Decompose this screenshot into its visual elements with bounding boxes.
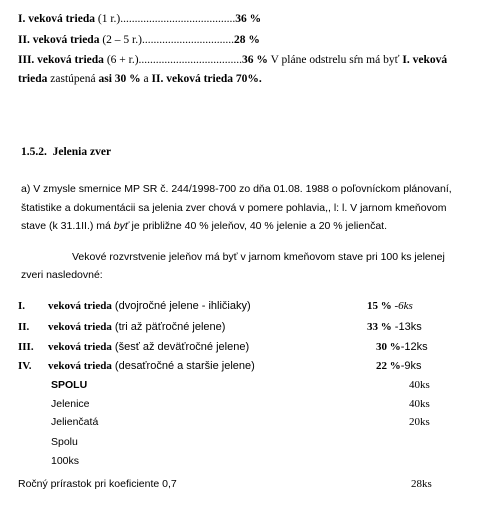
structure-line-2: zveri nasledovné: [21,269,103,281]
deer-class-2-label: veková trieda [48,321,112,333]
roe-plan-30-percent: asi 30 % [98,73,141,85]
roe-class-1-line [18,12,261,26]
deer-class-2-pct: 33 % [367,321,392,333]
increment-label: Ročný prírastok pri koeficiente 0,7 [18,478,177,490]
roe-class-3-line [18,53,447,67]
deer-class-3-text [48,340,249,354]
deer-class-3-desc: (šesť až deväťročné jelene) [111,341,250,353]
summary-total-label: Spolu [51,436,78,448]
roe-class-3-value: 36 % [242,54,268,66]
summary-jeliencata-value: 20ks [409,416,430,428]
deer-class-4-text [48,359,255,373]
roe-class-3-age: (6 + r.) [103,54,139,66]
deer-class-1-count: -6ks [391,300,413,312]
roe-class-2-dots: ................................ [141,34,234,46]
intro-line-3-italic: byť [113,220,129,232]
roe-plan-represented: zastúpená [47,73,99,85]
roe-class-1-age: (1 r.) [94,13,121,25]
section-number: 1.5.2. [21,146,47,158]
deer-class-1-pct: 15 % [367,300,392,312]
structure-line-1: Vekové rozvrstvenie jeleňov má byť v jarnom kmeňovom stave pri 100 ks jelenej [72,251,445,263]
intro-line-1: a) V zmysle smernice MP SR č. 244/1998-700 zo dňa 01.08. 1988 o poľovníckom plánovaní, [21,183,452,195]
deer-class-4-value [376,359,422,373]
roe-plan-line-2 [18,72,262,86]
roe-plan-and: a [140,73,152,85]
section-title: Jelenia zver [52,146,112,158]
intro-line-3-end: je približne 40 % jeleňov, 40 % jelenie a 20 % jelienčat. [128,220,387,232]
deer-class-1-desc: (dvojročné jelene - ihličiaky) [111,300,251,312]
deer-class-3-value [376,340,428,354]
roe-class-1-dots: ........................................ [120,13,236,25]
roe-class-2-value: 28 % [233,34,260,46]
roe-plan-text: V pláne odstrelu sŕn má byť [267,54,403,66]
deer-class-1-value [367,299,413,313]
deer-class-1-roman: I. [18,300,26,312]
deer-class-4-pct: 22 % [376,360,401,372]
deer-class-4-roman: IV. [18,360,32,372]
deer-class-2-text [48,320,225,334]
roe-class-1-value: 36 % [235,13,262,25]
summary-jelenice-value: 40ks [409,398,430,410]
summary-spolu-value: 40ks [409,379,430,391]
deer-class-1-text [48,299,251,313]
deer-class-1-label: veková trieda [48,300,112,312]
deer-class-2-value [367,320,422,334]
deer-class-3-pct: 30 % [376,341,401,353]
intro-line-3-start: stave (k 31.1II.) má [21,220,114,232]
deer-class-4-desc: (desaťročné a staršie jelene) [111,360,255,372]
deer-class-2-desc: (tri až päťročné jelene) [111,321,226,333]
summary-total-value: 100ks [51,455,80,467]
roe-class-3-dots: .................................... [138,54,243,66]
roe-plan-class-1: I. veková [402,54,448,66]
summary-jelenice-label: Jelenice [51,398,90,410]
roe-class-2-age: (2 – 5 r.) [99,34,142,46]
intro-line-3 [21,219,387,233]
roe-class-2-line [18,33,260,47]
intro-line-2: štatistike a dokumentácii sa jelenia zver chová v pomere pohlavia,, l: l. V jarnom kmeňovom [21,202,447,214]
deer-class-2-count: -13ks [391,321,422,333]
summary-spolu-label: SPOLU [51,379,88,391]
deer-class-2-roman: II. [18,321,30,333]
deer-class-4-label: veková trieda [48,360,112,372]
deer-class-3-roman: III. [18,341,34,353]
roe-class-1-label: I. veková trieda [18,13,95,25]
roe-class-3-label: III. veková trieda [18,54,104,66]
increment-value: 28ks [411,478,432,490]
summary-jeliencata-label: Jelienčatá [51,416,99,428]
deer-class-4-count: -9ks [400,360,422,372]
section-heading [21,146,111,158]
roe-plan-class-2: II. veková trieda 70%. [151,73,262,85]
roe-class-2-label: II. veková trieda [18,34,100,46]
roe-plan-trieda: trieda [18,73,48,85]
deer-class-3-count: -12ks [400,341,428,353]
deer-class-3-label: veková trieda [48,341,112,353]
